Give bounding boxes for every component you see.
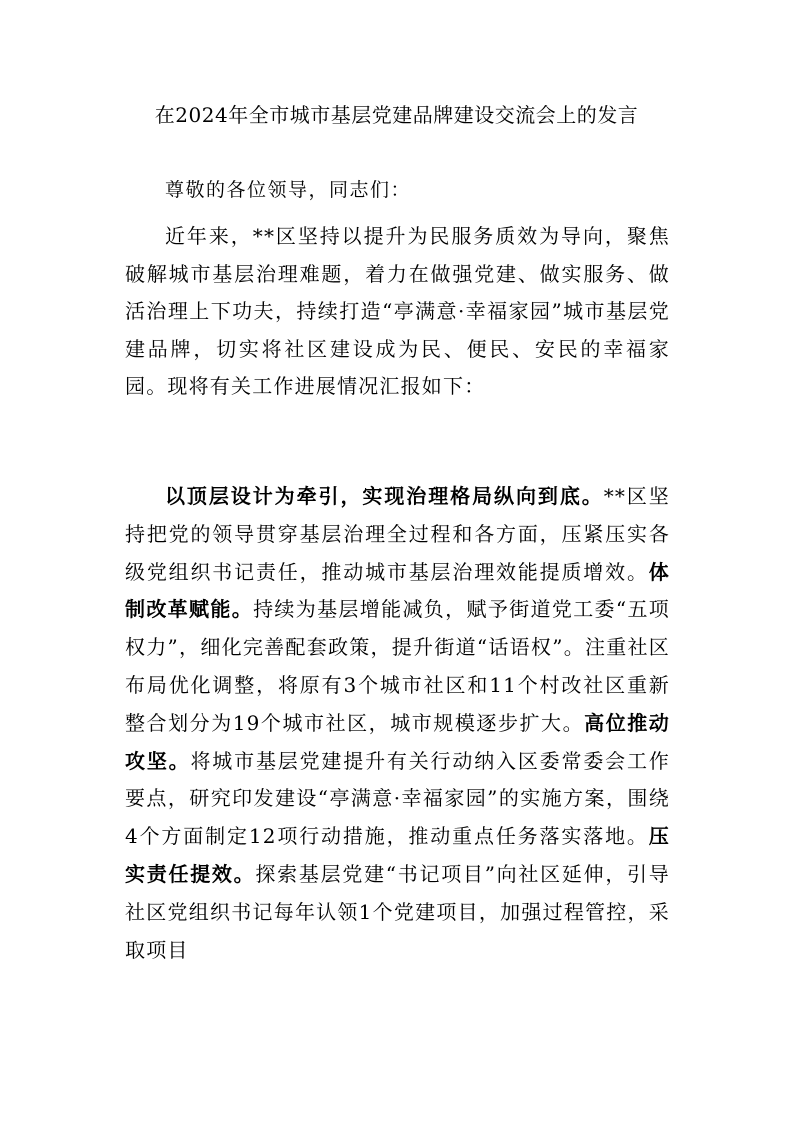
section-text-4: 探索基层党建“书记项目”向社区延伸，引导社区党组织书记每年认领1个党建项目，加强过程管控，采取项目 — [125, 861, 670, 962]
subheading-promotion: 高位推动攻坚。 — [125, 710, 670, 773]
subheading-reform: 体制改革赋能。 — [125, 559, 670, 622]
subheading-responsibility: 压实责任提效。 — [125, 824, 670, 886]
document-title: 在2024年全市城市基层党建品牌建设交流会上的发言 — [154, 103, 639, 127]
section-paragraph — [125, 478, 670, 969]
intro-paragraph: 近年来，**区坚持以提升为民服务质效为导向，聚焦破解城市基层治理难题，着力在做强党建、做实服务、做活治理上下功夫，持续打造“亭满意·幸福家园”城市基层党建品牌，切实将社区建设成为民、便民、安民的幸福家园。现将有关工作进展情况汇报如下： — [125, 224, 670, 398]
salutation: 尊敬的各位领导，同志们： — [165, 179, 412, 201]
section-heading: 以顶层设计为牵引，实现治理格局纵向到底。 — [165, 484, 604, 508]
section-text-1: **区坚持把党的领导贯穿基层治理全过程和各方面，压紧压实各级党组织书记责任，推动城市基层治理效能提质增效。 — [125, 484, 670, 584]
section-text-2: 持续为基层增能减负，赋予街道党工委“五项权力”，细化完善配套政策，提升街道“话语权”。注重社区布局优化调整，将原有3个城市社区和11个村改社区重新整合划分为19个城市社区，城市规模逐步扩大。 — [125, 597, 670, 735]
section-text-3: 将城市基层党建提升有关行动纳入区委常委会工作要点，研究印发建设“亭满意·幸福家园”的实施方案，围绕4个方面制定12项行动措施，推动重点任务落实落地。 — [125, 748, 670, 849]
